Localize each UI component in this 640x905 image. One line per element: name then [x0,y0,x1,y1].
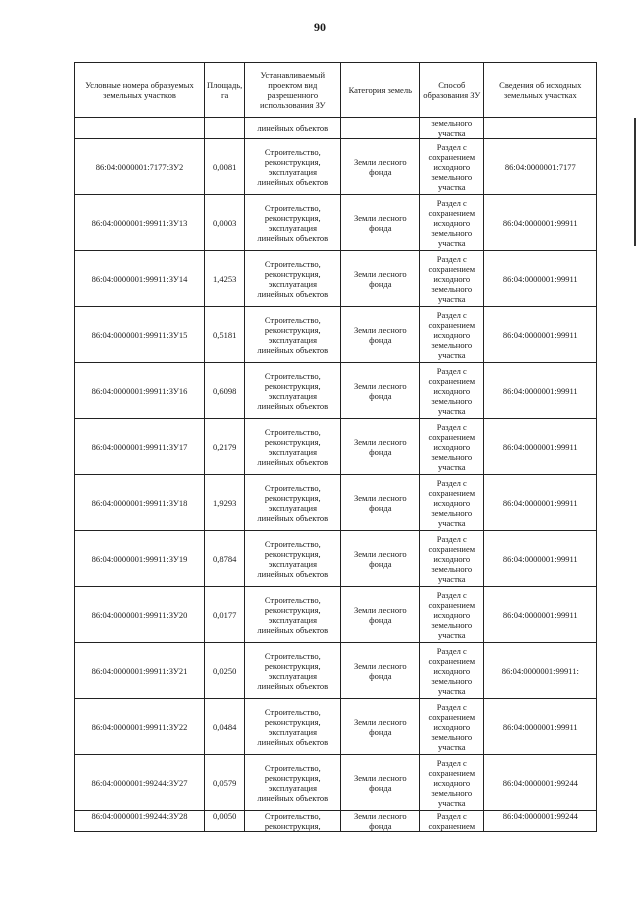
cell-formation-method: Раздел с сохранением исходного земельного участка [420,475,484,531]
cell-land-category: Земли лесного фонда [341,307,420,363]
cell-source-plot: 86:04:0000001:99911 [484,475,597,531]
cell-permitted-use: Строительство, реконструкция, эксплуатация линейных объектов [245,195,341,251]
cell-permitted-use: Строительство, реконструкция, эксплуатация линейных объектов [245,363,341,419]
table-row [75,811,597,832]
cell-permitted-use: Строительство, реконструкция, эксплуатация линейных объектов [245,251,341,307]
cell-plot-id: 86:04:0000001:99911:ЗУ21 [75,643,205,699]
cell-formation-method: Раздел с сохранением исходного земельного участка [420,531,484,587]
cell-permitted-use: Строительство, реконструкция, эксплуатация линейных объектов [245,307,341,363]
cell-area: 0,0177 [205,587,245,643]
cell-formation-method: Раздел с сохранением [420,811,484,832]
table-row [75,195,597,251]
cell-permitted-use: Строительство, реконструкция, эксплуатация линейных объектов [245,419,341,475]
cell-permitted-use: Строительство, реконструкция, эксплуатация линейных объектов [245,475,341,531]
cell-land-category: Земли лесного фонда [341,475,420,531]
table-row [75,251,597,307]
table-row [75,643,597,699]
cell-area: 0,0484 [205,699,245,755]
cell-area: 0,0081 [205,139,245,195]
cell-source-plot: 86:04:0000001:99911 [484,531,597,587]
cell-land-category: Земли лесного фонда [341,643,420,699]
cell-formation-method: Раздел с сохранением исходного земельного участка [420,587,484,643]
cell-land-category: Земли лесного фонда [341,699,420,755]
cell-area: 0,0579 [205,755,245,811]
cell-area: 0,0050 [205,811,245,832]
cell-source-plot: 86:04:0000001:99911: [484,643,597,699]
cell-source-plot: 86:04:0000001:99244 [484,755,597,811]
table-row [75,307,597,363]
cell-formation-method: Раздел с сохранением исходного земельного участка [420,307,484,363]
header-plot-id: Условные номера образуемых земельных участков [75,63,205,118]
cell-formation-method: Раздел с сохранением исходного земельного участка [420,139,484,195]
cell-plot-id: 86:04:0000001:99911:ЗУ18 [75,475,205,531]
header-land-category: Категория земель [341,63,420,118]
cell-plot-id: 86:04:0000001:99911:ЗУ20 [75,587,205,643]
cell-plot-id: 86:04:0000001:99244:ЗУ28 [75,811,205,832]
cell-source-plot: 86:04:0000001:99911 [484,307,597,363]
cell-source-plot: 86:04:0000001:99911 [484,587,597,643]
cell-permitted-use: Строительство, реконструкция, эксплуатация линейных объектов [245,643,341,699]
table-row [75,699,597,755]
cell-source-plot: 86:04:0000001:99911 [484,419,597,475]
cell-land-category: Земли лесного фонда [341,251,420,307]
cell-formation-method: Раздел с сохранением исходного земельного участка [420,251,484,307]
cell-land-category: Земли лесного фонда [341,811,420,832]
cell-land-category: Земли лесного фонда [341,363,420,419]
cell-land-category: Земли лесного фонда [341,139,420,195]
cell-land-category: Земли лесного фонда [341,195,420,251]
cell-source-plot: 86:04:0000001:99911 [484,195,597,251]
header-area: Площадь, га [205,63,245,118]
cell-permitted-use: Строительство, реконструкция, [245,811,341,832]
cell-source-plot: 86:04:0000001:99911 [484,363,597,419]
scan-edge-mark [634,118,636,246]
header-formation-method: Способ образования ЗУ [420,63,484,118]
cell-source-plot: 86:04:0000001:99911 [484,251,597,307]
cell-permitted-use: Строительство, реконструкция, эксплуатация линейных объектов [245,699,341,755]
cell-plot-id: 86:04:0000001:99911:ЗУ19 [75,531,205,587]
cell-land-category: Земли лесного фонда [341,419,420,475]
land-plots-table [74,62,597,832]
cell-area: 1,4253 [205,251,245,307]
cell-area: 0,2179 [205,419,245,475]
cell-source-plot: 86:04:0000001:99244 [484,811,597,832]
cell-source-plot: 86:04:0000001:99911 [484,699,597,755]
cell-plot-id: 86:04:0000001:99911:ЗУ17 [75,419,205,475]
cell-permitted-use: Строительство, реконструкция, эксплуатация линейных объектов [245,587,341,643]
continuation-row [75,118,597,139]
table-row [75,531,597,587]
header-permitted-use: Устанавливаемый проектом вид разрешенного использования ЗУ [245,63,341,118]
cell-plot-id: 86:04:0000001:99911:ЗУ13 [75,195,205,251]
cell-land-category: Земли лесного фонда [341,587,420,643]
cell-area: 0,0003 [205,195,245,251]
cell-plot-id: 86:04:0000001:99911:ЗУ15 [75,307,205,363]
cell-formation-method: Раздел с сохранением исходного земельного участка [420,195,484,251]
cell-formation-method: Раздел с сохранением исходного земельного участка [420,419,484,475]
cell-source-plot: 86:04:0000001:7177 [484,139,597,195]
cell-formation-method: земельного участка [420,118,484,139]
cell-permitted-use: линейных объектов [245,118,341,139]
cell-permitted-use: Строительство, реконструкция, эксплуатация линейных объектов [245,139,341,195]
table-row [75,363,597,419]
cell-permitted-use: Строительство, реконструкция, эксплуатация линейных объектов [245,531,341,587]
cell-plot-id: 86:04:0000001:99244:ЗУ27 [75,755,205,811]
cell-area: 0,5181 [205,307,245,363]
cell-formation-method: Раздел с сохранением исходного земельного участка [420,643,484,699]
cell-plot-id: 86:04:0000001:99911:ЗУ16 [75,363,205,419]
table-row [75,755,597,811]
cell-plot-id: 86:04:0000001:99911:ЗУ14 [75,251,205,307]
header-source-plots: Сведения об исходных земельных участках [484,63,597,118]
cell-plot-id: 86:04:0000001:99911:ЗУ22 [75,699,205,755]
cell-land-category: Земли лесного фонда [341,531,420,587]
cell-formation-method: Раздел с сохранением исходного земельного участка [420,363,484,419]
cell-area: 1,9293 [205,475,245,531]
table-row [75,587,597,643]
cell-plot-id: 86:04:0000001:7177:ЗУ2 [75,139,205,195]
cell-formation-method: Раздел с сохранением исходного земельного участка [420,699,484,755]
cell-permitted-use: Строительство, реконструкция, эксплуатация линейных объектов [245,755,341,811]
table-header-row [75,63,597,118]
table-row [75,475,597,531]
cell-land-category: Земли лесного фонда [341,755,420,811]
cell-area: 0,8784 [205,531,245,587]
cell-area: 0,6098 [205,363,245,419]
cell-area: 0,0250 [205,643,245,699]
cell-formation-method: Раздел с сохранением исходного земельного участка [420,755,484,811]
table-row [75,419,597,475]
table-row [75,139,597,195]
page-number: 90 [314,20,326,34]
